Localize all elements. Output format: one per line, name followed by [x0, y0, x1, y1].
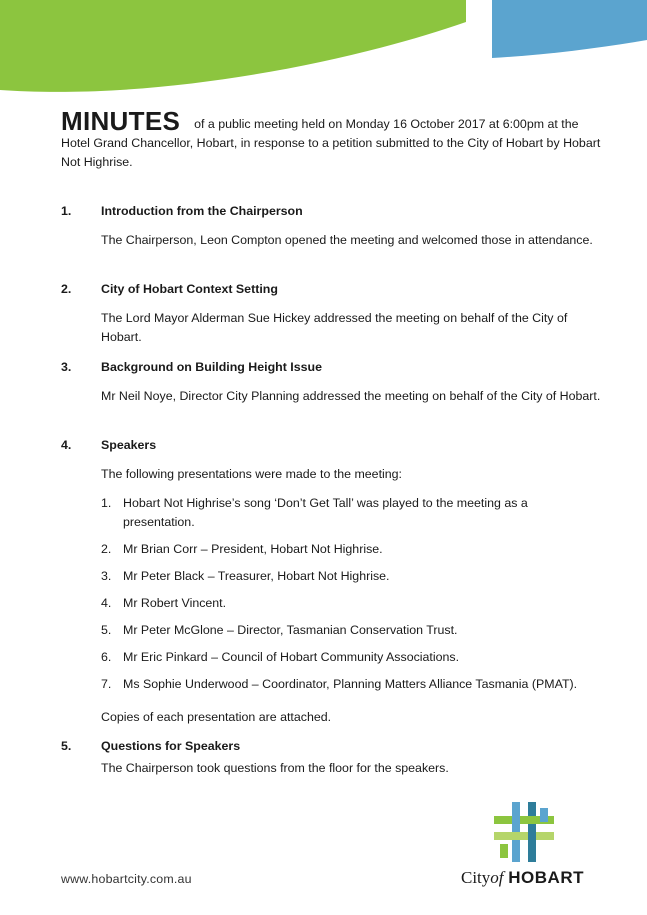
- section-body: Mr Neil Noye, Director City Planning addressed the meeting on behalf of the City of Hobart.: [101, 389, 601, 403]
- section-intro: The following presentations were made to the meeting:: [101, 467, 402, 481]
- section-1: [61, 202, 601, 260]
- list-item-text: Mr Brian Corr – President, Hobart Not Highrise.: [123, 542, 383, 556]
- list-item: [101, 567, 601, 586]
- section-number: 5.: [61, 739, 72, 753]
- presentations-list: [101, 494, 601, 694]
- logo-of-text: of: [490, 868, 504, 887]
- logo-city-text: City: [461, 868, 491, 887]
- section-3: [61, 358, 601, 416]
- list-item: [101, 621, 601, 640]
- section-heading: Background on Building Height Issue: [101, 360, 322, 374]
- header-banner: [0, 0, 647, 95]
- section-heading: Introduction from the Chairperson: [101, 204, 303, 218]
- section-number: 1.: [61, 204, 72, 218]
- section-heading: Questions for Speakers: [101, 739, 241, 753]
- section-number: 4.: [61, 438, 72, 452]
- list-item-text: Ms Sophie Underwood – Coordinator, Planning Matters Alliance Tasmania (PMAT).: [123, 677, 578, 691]
- footer-url[interactable]: www.hobartcity.com.au: [61, 872, 192, 886]
- list-item: [101, 594, 601, 613]
- intro-text: of a public meeting held on Monday 16 October 2017 at 6:00pm at the Hotel Grand Chancellor, Hobart, in response to a petition submitted to the City of Hobart by Hobart Not Highrise.: [61, 117, 601, 169]
- list-item: [101, 494, 601, 532]
- list-item: [101, 540, 601, 559]
- intro-paragraph: [61, 106, 601, 172]
- list-item-text: Mr Eric Pinkard – Council of Hobart Community Associations.: [123, 650, 460, 664]
- list-item-text: Mr Peter McGlone – Director, Tasmanian Conservation Trust.: [123, 623, 458, 637]
- list-item-number: 3.: [101, 569, 112, 583]
- list-item-number: 2.: [101, 542, 112, 556]
- section-number: 3.: [61, 360, 72, 374]
- list-item-text: Mr Robert Vincent.: [123, 596, 227, 610]
- section-heading: Speakers: [101, 438, 157, 452]
- list-item-number: 6.: [101, 650, 112, 664]
- header-green-swoosh: [0, 0, 466, 92]
- list-item-number: 5.: [101, 623, 112, 637]
- list-item-number: 1.: [101, 496, 112, 510]
- list-item-text: Mr Peter Black – Treasurer, Hobart Not Highrise.: [123, 569, 390, 583]
- section-outro: Copies of each presentation are attached.: [101, 710, 332, 724]
- list-item-number: 7.: [101, 677, 112, 691]
- section-5: [61, 737, 601, 788]
- document-title: MINUTES: [61, 106, 181, 136]
- list-item-text: Hobart Not Highrise’s song ‘Don’t Get Tall’ was played to the meeting as a presentation.: [123, 496, 528, 529]
- section-body: The Chairperson took questions from the floor for the speakers.: [101, 761, 449, 775]
- list-item: [101, 675, 601, 694]
- list-item-number: 4.: [101, 596, 112, 610]
- section-body: The Chairperson, Leon Compton opened the meeting and welcomed those in attendance.: [101, 233, 593, 247]
- section-number: 2.: [61, 282, 72, 296]
- logo-hobart-text: HOBART: [508, 868, 584, 887]
- section-2: [61, 280, 601, 357]
- list-item: [101, 648, 601, 667]
- header-blue-shape: [492, 0, 647, 58]
- section-4: [61, 436, 601, 737]
- logo-wordmark: [461, 868, 584, 888]
- section-heading: City of Hobart Context Setting: [101, 282, 278, 296]
- section-body: The Lord Mayor Alderman Sue Hickey addressed the meeting on behalf of the City of Hobart.: [101, 311, 568, 344]
